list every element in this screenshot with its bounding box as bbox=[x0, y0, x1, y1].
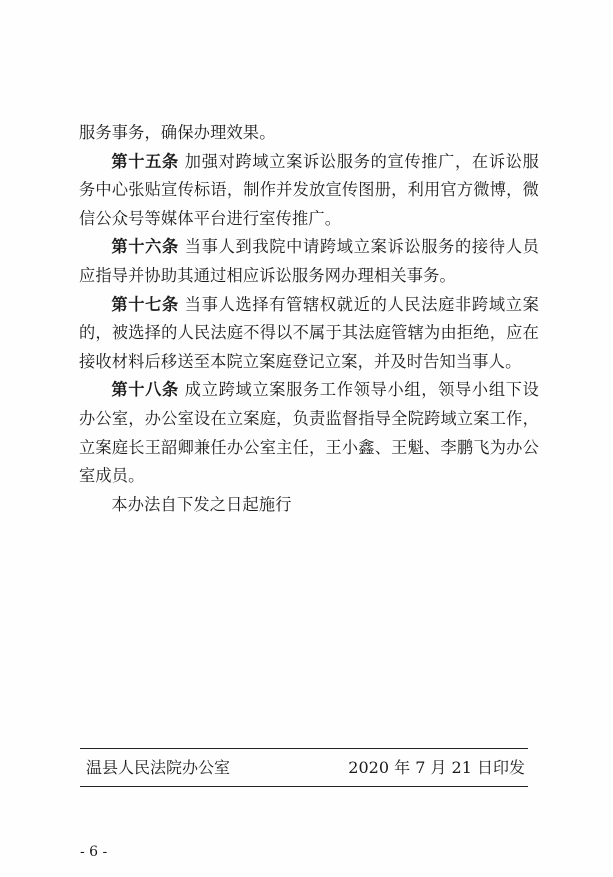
article-number: 第十五条 bbox=[111, 151, 179, 171]
article-number: 第十六条 bbox=[111, 237, 179, 257]
article-text: 当事人到我院中请跨域立案诉讼服务的接待人员应指导并协助其通过相应诉讼服务网办理相关事务。 bbox=[79, 237, 539, 285]
article-16 bbox=[79, 233, 539, 290]
effective-clause bbox=[79, 491, 539, 520]
article-17 bbox=[79, 291, 539, 377]
article-text: 当事人选择有管辖权就近的人民法庭非跨域立案的，被选择的人民法庭不得以不属于其法庭管辖为由拒绝，应在接收材料后移送至本院立案庭登记立案，并及时告知当事人。 bbox=[79, 294, 539, 371]
footer-bottom-rule bbox=[80, 786, 528, 787]
issue-date: 2020 年 7 月 21 日印发 bbox=[348, 758, 525, 777]
paragraph-text: 本办法自下发之日起施行 bbox=[111, 494, 292, 514]
article-18 bbox=[79, 376, 539, 490]
article-text: 加强对跨域立案诉讼服务的宣传推广，在诉讼服务中心张贴宣传标语，制作并发放宣传图册，利用官方微博，微信公众号等媒体平台进行室传推广。 bbox=[79, 151, 539, 228]
document-body bbox=[79, 119, 539, 519]
paragraph-text: 服务事务，确保办理效果。 bbox=[79, 123, 276, 142]
article-15 bbox=[79, 148, 539, 234]
page-number: - 6 - bbox=[80, 844, 108, 860]
article-text: 成立跨域立案服务工作领导小组，领导小组下设办公室，办公室设在立案庭，负责监督指导全院跨域立案工作，立案庭长王韶卿兼任办公室主任，王小鑫、王魁、李鹏飞为办公室成员。 bbox=[79, 380, 539, 486]
article-number: 第十七条 bbox=[111, 294, 179, 314]
article-number: 第十八条 bbox=[111, 380, 179, 400]
paragraph-continuation bbox=[79, 119, 539, 148]
issuing-office: 温县人民法院办公室 bbox=[86, 758, 231, 777]
footer-top-rule bbox=[80, 748, 528, 749]
